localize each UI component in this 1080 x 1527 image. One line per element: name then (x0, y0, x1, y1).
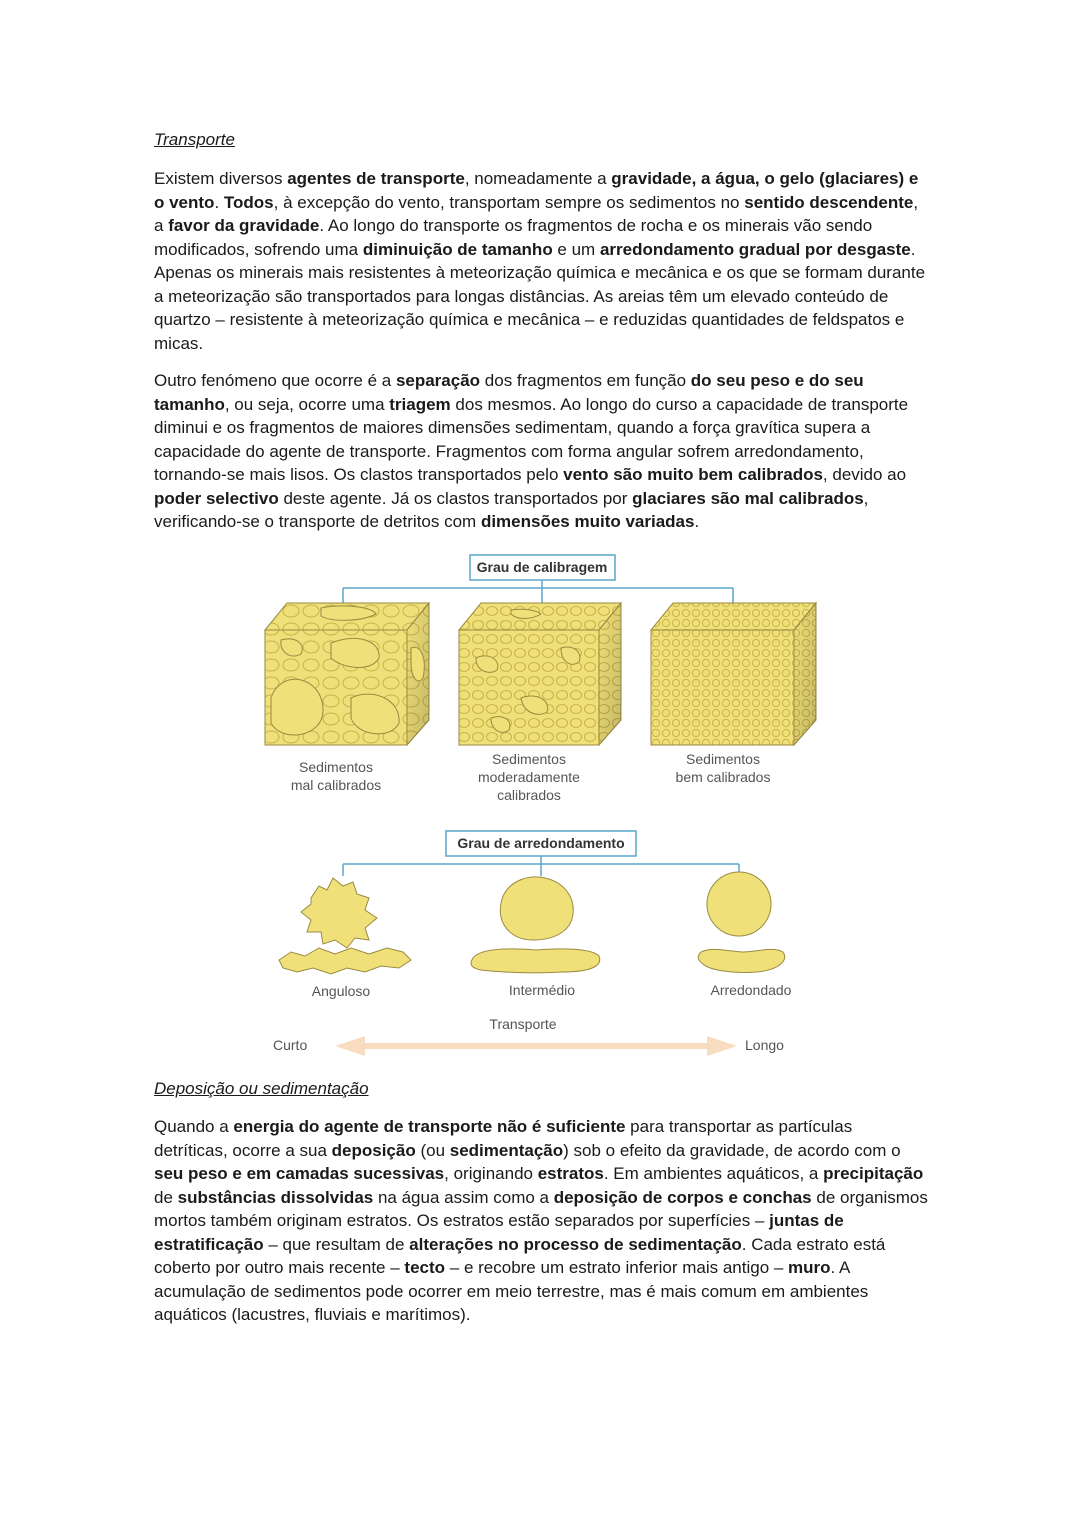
calibragem-connectors (343, 580, 733, 603)
arredondamento-title: Grau de arredondamento (457, 835, 625, 851)
label-cube-1-line-1: Sedimentos (299, 759, 373, 775)
label-curto: Curto (273, 1037, 308, 1053)
heading-transporte: Transporte (154, 130, 235, 149)
cube-bem-calibrados (651, 603, 816, 745)
label-anguloso: Anguloso (311, 983, 371, 999)
label-cube-1-line-2: mal calibrados (290, 777, 382, 793)
sediment-figure (261, 548, 823, 1066)
sediment-diagram (261, 548, 823, 1066)
label-cube-2-line-2: moderadamente (478, 769, 580, 785)
label-transporte: Transporte (489, 1016, 557, 1032)
particle-intermedio (471, 877, 600, 973)
heading-deposicao: Deposição ou sedimentação (154, 1079, 369, 1098)
label-cube-2-line-3: calibrados (497, 787, 561, 803)
label-cube-3-line-2: bem calibrados (675, 769, 771, 785)
transport-arrow (335, 1036, 737, 1056)
paragraph-transporte-2: Outro fenómeno que ocorre é a separação dos fragmentos em função do seu peso e do seu tamanho, ou seja, ocorre uma triagem dos mesmos. Ao longo do curso a capacidade de transporte diminui e os fragmentos de maiores dimensões sedimentam, quando a força gravítica supera a capacidade do agente de transporte. Fragmentos com forma angular sofrem arredondamento, tornando-se mais lisos. Os clastos transportados pelo vento são muito bem calibrados, devido ao poder selectivo deste agente. Já os clastos transportados por glaciares são mal calibrados, verificando-se o transporte de detritos com dimensões muito variadas. (154, 371, 909, 531)
label-cube-2-line-1: Sedimentos (492, 751, 566, 767)
calibragem-title: Grau de calibragem (476, 559, 608, 575)
label-longo: Longo (745, 1037, 784, 1053)
paragraph-deposicao-1: Quando a energia do agente de transporte não é suficiente para transportar as partículas detríticas, ocorre a sua deposição (ou sedimentação) sob o efeito da gravidade, de acordo com o seu peso e em camadas sucessivas, originando estratos. Em ambientes aquáticos, a precipitação de substâncias dissolvidas na água assim como a deposição de corpos e conchas de organismos mortos também originam estratos. Os estratos estão separados por superfícies – juntas de estratificação – que resultam de alterações no processo de sedimentação. Cada estrato está coberto por outro mais recente – tecto – e recobre um estrato inferior mais antigo – muro. A acumulação de sedimentos pode ocorrer em meio terrestre, mas é mais comum em ambientes aquáticos (lacustres, fluviais e marítimos). (154, 1117, 928, 1324)
label-intermedio: Intermédio (508, 982, 576, 998)
cube-moderadamente-calibrados (459, 603, 621, 745)
particle-anguloso (279, 878, 411, 974)
particle-arredondado (698, 872, 785, 973)
cube-mal-calibrados (265, 603, 429, 745)
paragraph-transporte-1: Existem diversos agentes de transporte, nomeadamente a gravidade, a água, o gelo (glaciares) e o vento. Todos, à excepção do vento, transportam sempre os sedimentos no sentido descendente, a favor da gravidade. Ao longo do transporte os fragmentos de rocha e os minerais vão sendo modificados, sofrendo uma diminuição de tamanho e um arredondamento gradual por desgaste. Apenas os minerais mais resistentes à meteorização química e mecânica e os que se formam durante a meteorização são transportados para longas distâncias. As areias têm um elevado conteúdo de quartzo – resistente à meteorização química e mecânica – e reduzidas quantidades de feldspatos e micas. (154, 169, 926, 353)
label-cube-3-line-1: Sedimentos (686, 751, 760, 767)
arredondamento-connectors (343, 856, 739, 876)
label-arredondado: Arredondado (710, 982, 792, 998)
